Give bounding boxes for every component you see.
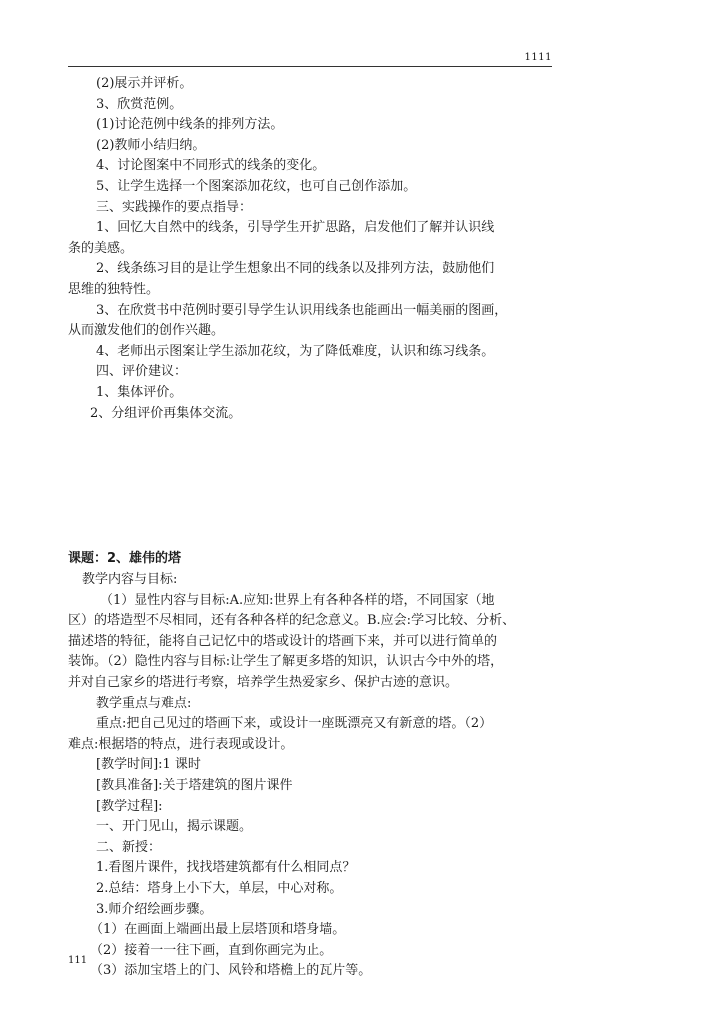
section-2-body: [68, 548, 554, 982]
text-line: （2）接着一一往下画，直到你画完为止。: [90, 942, 333, 958]
text-line: （3）添加宝塔上的门、风铃和塔檐上的瓦片等。: [90, 963, 372, 979]
text-line: 三、实践操作的要点指导：: [96, 199, 253, 215]
text-line: 并对自己家乡的塔进行考察，培养学生热爱家乡、保护古迹的意识。: [68, 674, 459, 690]
section-1-body: [68, 74, 554, 424]
text-line: 思维的独特性。: [68, 281, 160, 297]
text-line: [教学过程]:: [96, 798, 163, 814]
text-line: 3.师介绍绘画步骤。: [96, 901, 213, 917]
text-line: 一、开门见山，揭示课题。: [96, 819, 253, 835]
text-line: 二、新授：: [96, 839, 162, 855]
text-line: (2)展示并评析。: [96, 76, 193, 91]
lesson-title: 课题：2、雄伟的塔: [68, 551, 182, 566]
text-line: 装饰。（2）隐性内容与目标:让学生了解更多塔的知识，认识古今中外的塔，: [68, 654, 504, 670]
text-line: 4、老师出示图案让学生添加花纹，为了降低难度，认识和练习线条。: [96, 343, 495, 359]
header-page-number: 1111: [524, 52, 552, 63]
text-line: 从而激发他们的创作兴趣。: [68, 323, 225, 339]
text-line: 4、讨论图案中不同形式的线条的变化。: [96, 158, 326, 174]
header-rule: [68, 66, 552, 67]
text-line: 2.总结：塔身上小下大，单层，中心对称。: [96, 880, 343, 896]
text-line: 条的美感。: [68, 240, 134, 256]
text-line: 1、回忆大自然中的线条，引导学生开扩思路，启发他们了解并认识线: [96, 220, 495, 236]
text-line: 1、集体评价。: [96, 384, 183, 400]
text-line: 3、欣赏范例。: [96, 96, 183, 112]
text-line: [教学时间]:1 课时: [96, 757, 201, 773]
text-line: 1.看图片课件，找找塔建筑都有什么相同点？: [96, 860, 356, 876]
text-line: 四、评价建议：: [96, 364, 188, 380]
text-line: [教具准备]:关于塔建筑的图片课件: [96, 777, 293, 793]
text-line: 5、让学生选择一个图案添加花纹，也可自己创作添加。: [96, 178, 417, 194]
text-line: 2、分组评价再集体交流。: [90, 405, 242, 421]
text-line: 教学重点与难点:: [96, 695, 192, 711]
text-line: （1）显性内容与目标:A.应知:世界上有各种各样的塔，不同国家（地: [100, 592, 495, 608]
text-line: 描述塔的特征，能将自己记忆中的塔或设计的塔画下来，并可以进行简单的: [68, 633, 498, 649]
text-line: 教学内容与目标:: [82, 572, 178, 587]
text-line: 重点:把自己见过的塔画下来，或设计一座既漂亮又有新意的塔。（2）: [96, 716, 493, 732]
text-line: (2)教师小结归纳。: [96, 137, 206, 153]
footer-page-number: 111: [68, 955, 88, 966]
text-line: 3、在欣赏书中范例时要引导学生认识用线条也能画出一幅美丽的图画，: [96, 302, 508, 318]
text-line: （1）在画面上端画出最上层塔顶和塔身墙。: [90, 922, 346, 938]
text-line: (1)讨论范例中线条的排列方法。: [96, 117, 284, 133]
text-line: 2、线条练习目的是让学生想象出不同的线条以及排列方法，鼓励他们: [96, 261, 495, 277]
text-line: 区）的塔造型不尽相同，还有各种各样的纪念意义。B.应会:学习比较、分析、: [68, 613, 516, 629]
text-line: 难点:根据塔的特点，进行表现或设计。: [68, 736, 294, 752]
